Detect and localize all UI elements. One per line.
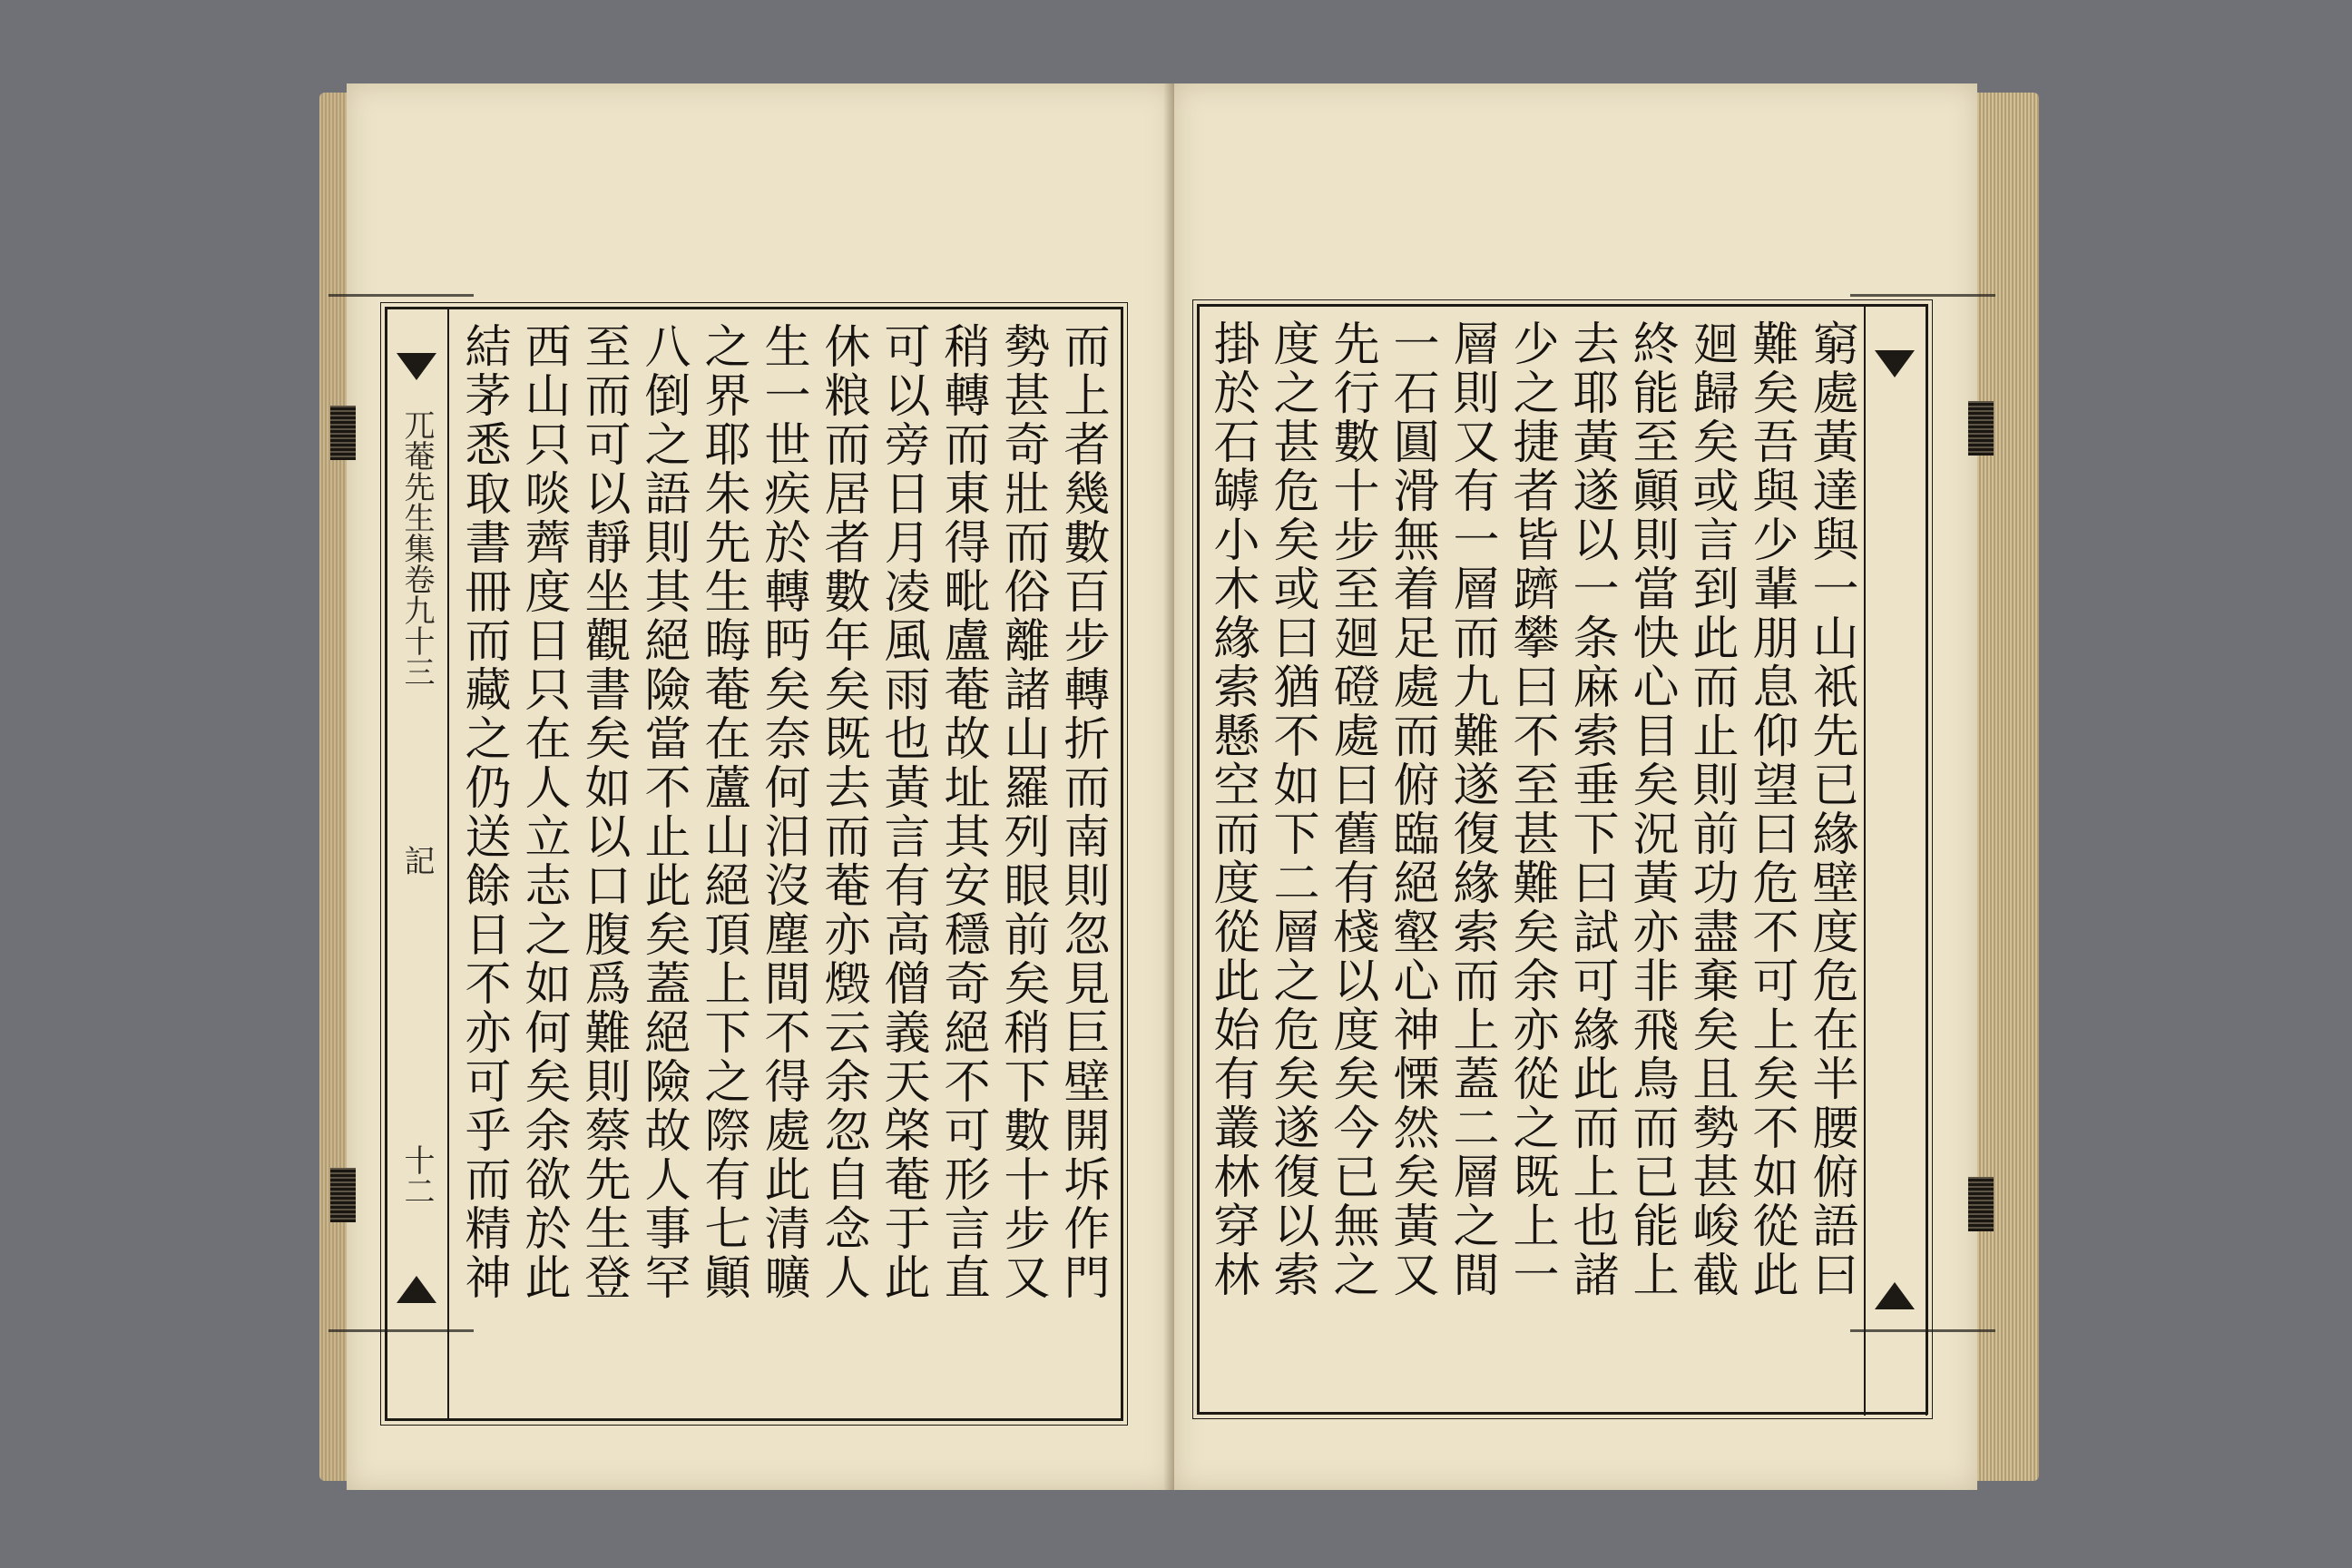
section-mark: 記 [398, 845, 435, 876]
text-column: 休粮而居者數年矣既去而菴亦燬云余忽自念人 [816, 322, 869, 1302]
text-column: 至而可以靜坐觀書矣如以口腹爲難則蔡先生登 [576, 322, 630, 1302]
page-number-mark: 十二 [398, 1144, 435, 1206]
left-center-column [386, 309, 449, 1418]
fish-tail-mark-icon [397, 353, 436, 380]
text-column: 西山只啖薺度日只在人立志之如何矣余欲於此 [516, 322, 570, 1302]
text-column: 廻歸矣或言到此而止則前功盡棄矣且勢甚峻截 [1684, 319, 1738, 1299]
fish-tail-mark-icon [397, 1276, 436, 1303]
text-column: 度之甚危矣或曰猶不如下二層之危矣遂復以索 [1265, 319, 1318, 1299]
binding-thread [1968, 401, 1994, 456]
left-text-frame [385, 307, 1123, 1421]
text-column: 難矣吾與少輩朋息仰望曰危不可上矣不如從此 [1744, 319, 1798, 1299]
right-page-edges [1975, 93, 2039, 1481]
text-column: 一石圓滑無着足處而俯臨絕壑心神慄然矣黃又 [1385, 319, 1438, 1299]
text-column: 窮處黃達與一山衹先已緣壁度危在半腰俯語曰 [1804, 319, 1857, 1299]
right-text-frame [1197, 304, 1928, 1415]
text-column: 先行數十步至廻磴處曰舊有棧以度矣今已無之 [1325, 319, 1378, 1299]
text-column: 八倒之語則其絕險當不止此矣蓋絕險故人事罕 [636, 322, 690, 1302]
binding-line [328, 294, 474, 297]
fish-tail-mark-icon [1875, 1282, 1915, 1309]
text-column: 結茅悉取書冊而藏之仍送餘日不亦可乎而精神 [456, 322, 510, 1302]
text-column: 層則又有一層而九難遂復緣索而上蓋二層之間 [1445, 319, 1498, 1299]
book-title-mark: 兀菴先生集卷九十三 [398, 409, 435, 687]
text-column: 掛於石罅小木緣索懸空而度從此始有叢林穿林 [1205, 319, 1259, 1299]
right-page [1174, 83, 1977, 1490]
text-column: 之界耶朱先生晦菴在蘆山絕頂上下之際有七顚 [696, 322, 750, 1302]
binding-thread [330, 406, 356, 460]
text-column: 勢甚奇壯而俗離諸山羅列眼前矣稍下數十步又 [995, 322, 1049, 1302]
right-center-column [1864, 307, 1927, 1416]
text-column: 少之捷者皆躋攀曰不至甚難矣余亦從之既上一 [1504, 319, 1558, 1299]
text-column: 去耶黃遂以一条麻索垂下曰試可緣此而上也諸 [1564, 319, 1618, 1299]
text-column: 終能至顚則當快心目矣況黃亦非飛鳥而已能上 [1624, 319, 1678, 1299]
binding-thread [1968, 1177, 1994, 1231]
text-column: 稍轉而東得毗盧菴故址其安穩奇絕不可形言直 [936, 322, 989, 1302]
text-column: 生一世疾於轉眄矣奈何汨沒塵間不得處此清曠 [756, 322, 809, 1302]
binding-thread [330, 1168, 356, 1222]
left-page [347, 83, 1174, 1490]
text-column: 而上者幾數百步轉折而南則忽見巨壁開坼作門 [1055, 322, 1109, 1302]
open-book [319, 83, 2039, 1490]
binding-line [1850, 294, 1995, 297]
text-column: 可以旁日月凌風雨也黃言有高僧義天棨菴于此 [876, 322, 929, 1302]
fish-tail-mark-icon [1875, 350, 1915, 377]
